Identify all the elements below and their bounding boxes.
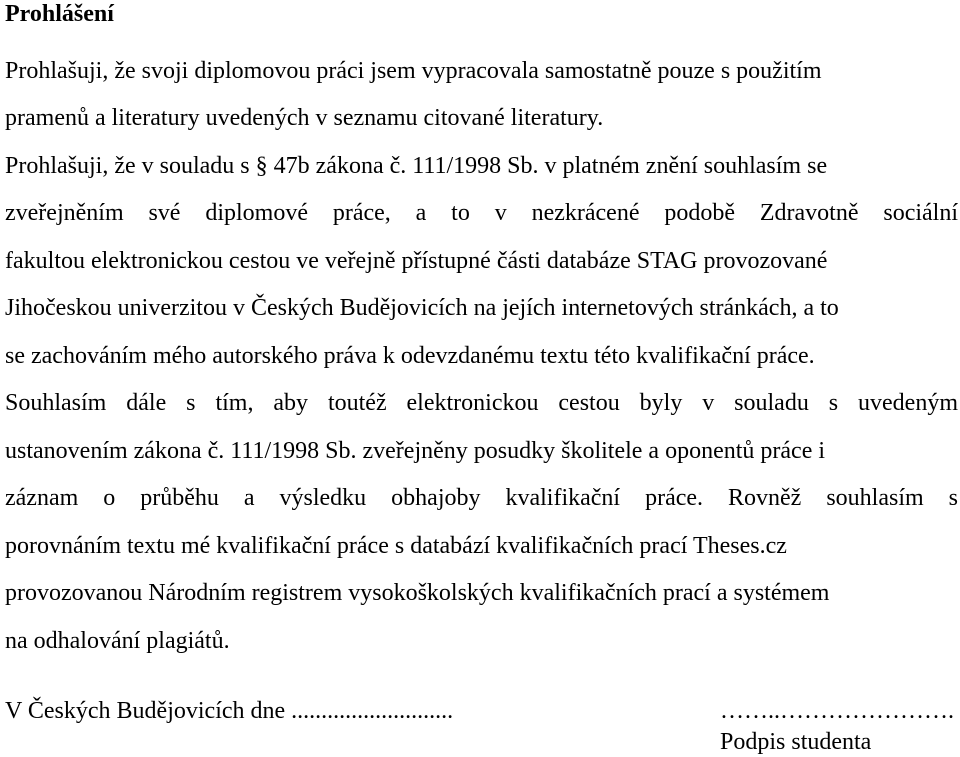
paragraph-line-2: pramenů a literatury uvedených v seznamu citované literatury.	[5, 105, 604, 131]
paragraph-line-8: Souhlasím dále s tím, aby toutéž elektronickou cestou byly v souladu s uvedeným	[5, 390, 958, 416]
paragraph-line-3: Prohlašuji, že v souladu s § 47b zákona č. 111/1998 Sb. v platném znění souhlasím se	[5, 153, 828, 179]
signature-line: ……..………………….	[720, 698, 954, 724]
paragraph-line-12: provozovanou Národním registrem vysokoškolských kvalifikačních prací a systémem	[5, 580, 830, 606]
paragraph-line-10: záznam o průběhu a výsledku obhajoby kvalifikační práce. Rovněž souhlasím s	[5, 485, 958, 511]
paragraph-line-1: Prohlašuji, že svoji diplomovou práci jsem vypracovala samostatně pouze s použitím	[5, 58, 822, 84]
place-date-line: V Českých Budějovicích dne ...........................	[5, 698, 454, 724]
paragraph-line-6: Jihočeskou univerzitou v Českých Budějovicích na jejích internetových stránkách, a to	[5, 295, 839, 321]
page-title: Prohlášení	[5, 1, 114, 27]
signature-label: Podpis studenta	[720, 729, 872, 755]
paragraph-line-7: se zachováním mého autorského práva k odevzdanému textu této kvalifikační práce.	[5, 343, 815, 369]
paragraph-line-5: fakultou elektronickou cestou ve veřejně přístupné části databáze STAG provozované	[5, 248, 828, 274]
paragraph-line-9: ustanovením zákona č. 111/1998 Sb. zveřejněny posudky školitele a oponentů práce i	[5, 438, 826, 464]
paragraph-line-11: porovnáním textu mé kvalifikační práce s databází kvalifikačních prací Theses.cz	[5, 533, 787, 559]
paragraph-line-13: na odhalování plagiátů.	[5, 628, 230, 654]
paragraph-line-4: zveřejněním své diplomové práce, a to v nezkrácené podobě Zdravotně sociální	[5, 200, 958, 226]
